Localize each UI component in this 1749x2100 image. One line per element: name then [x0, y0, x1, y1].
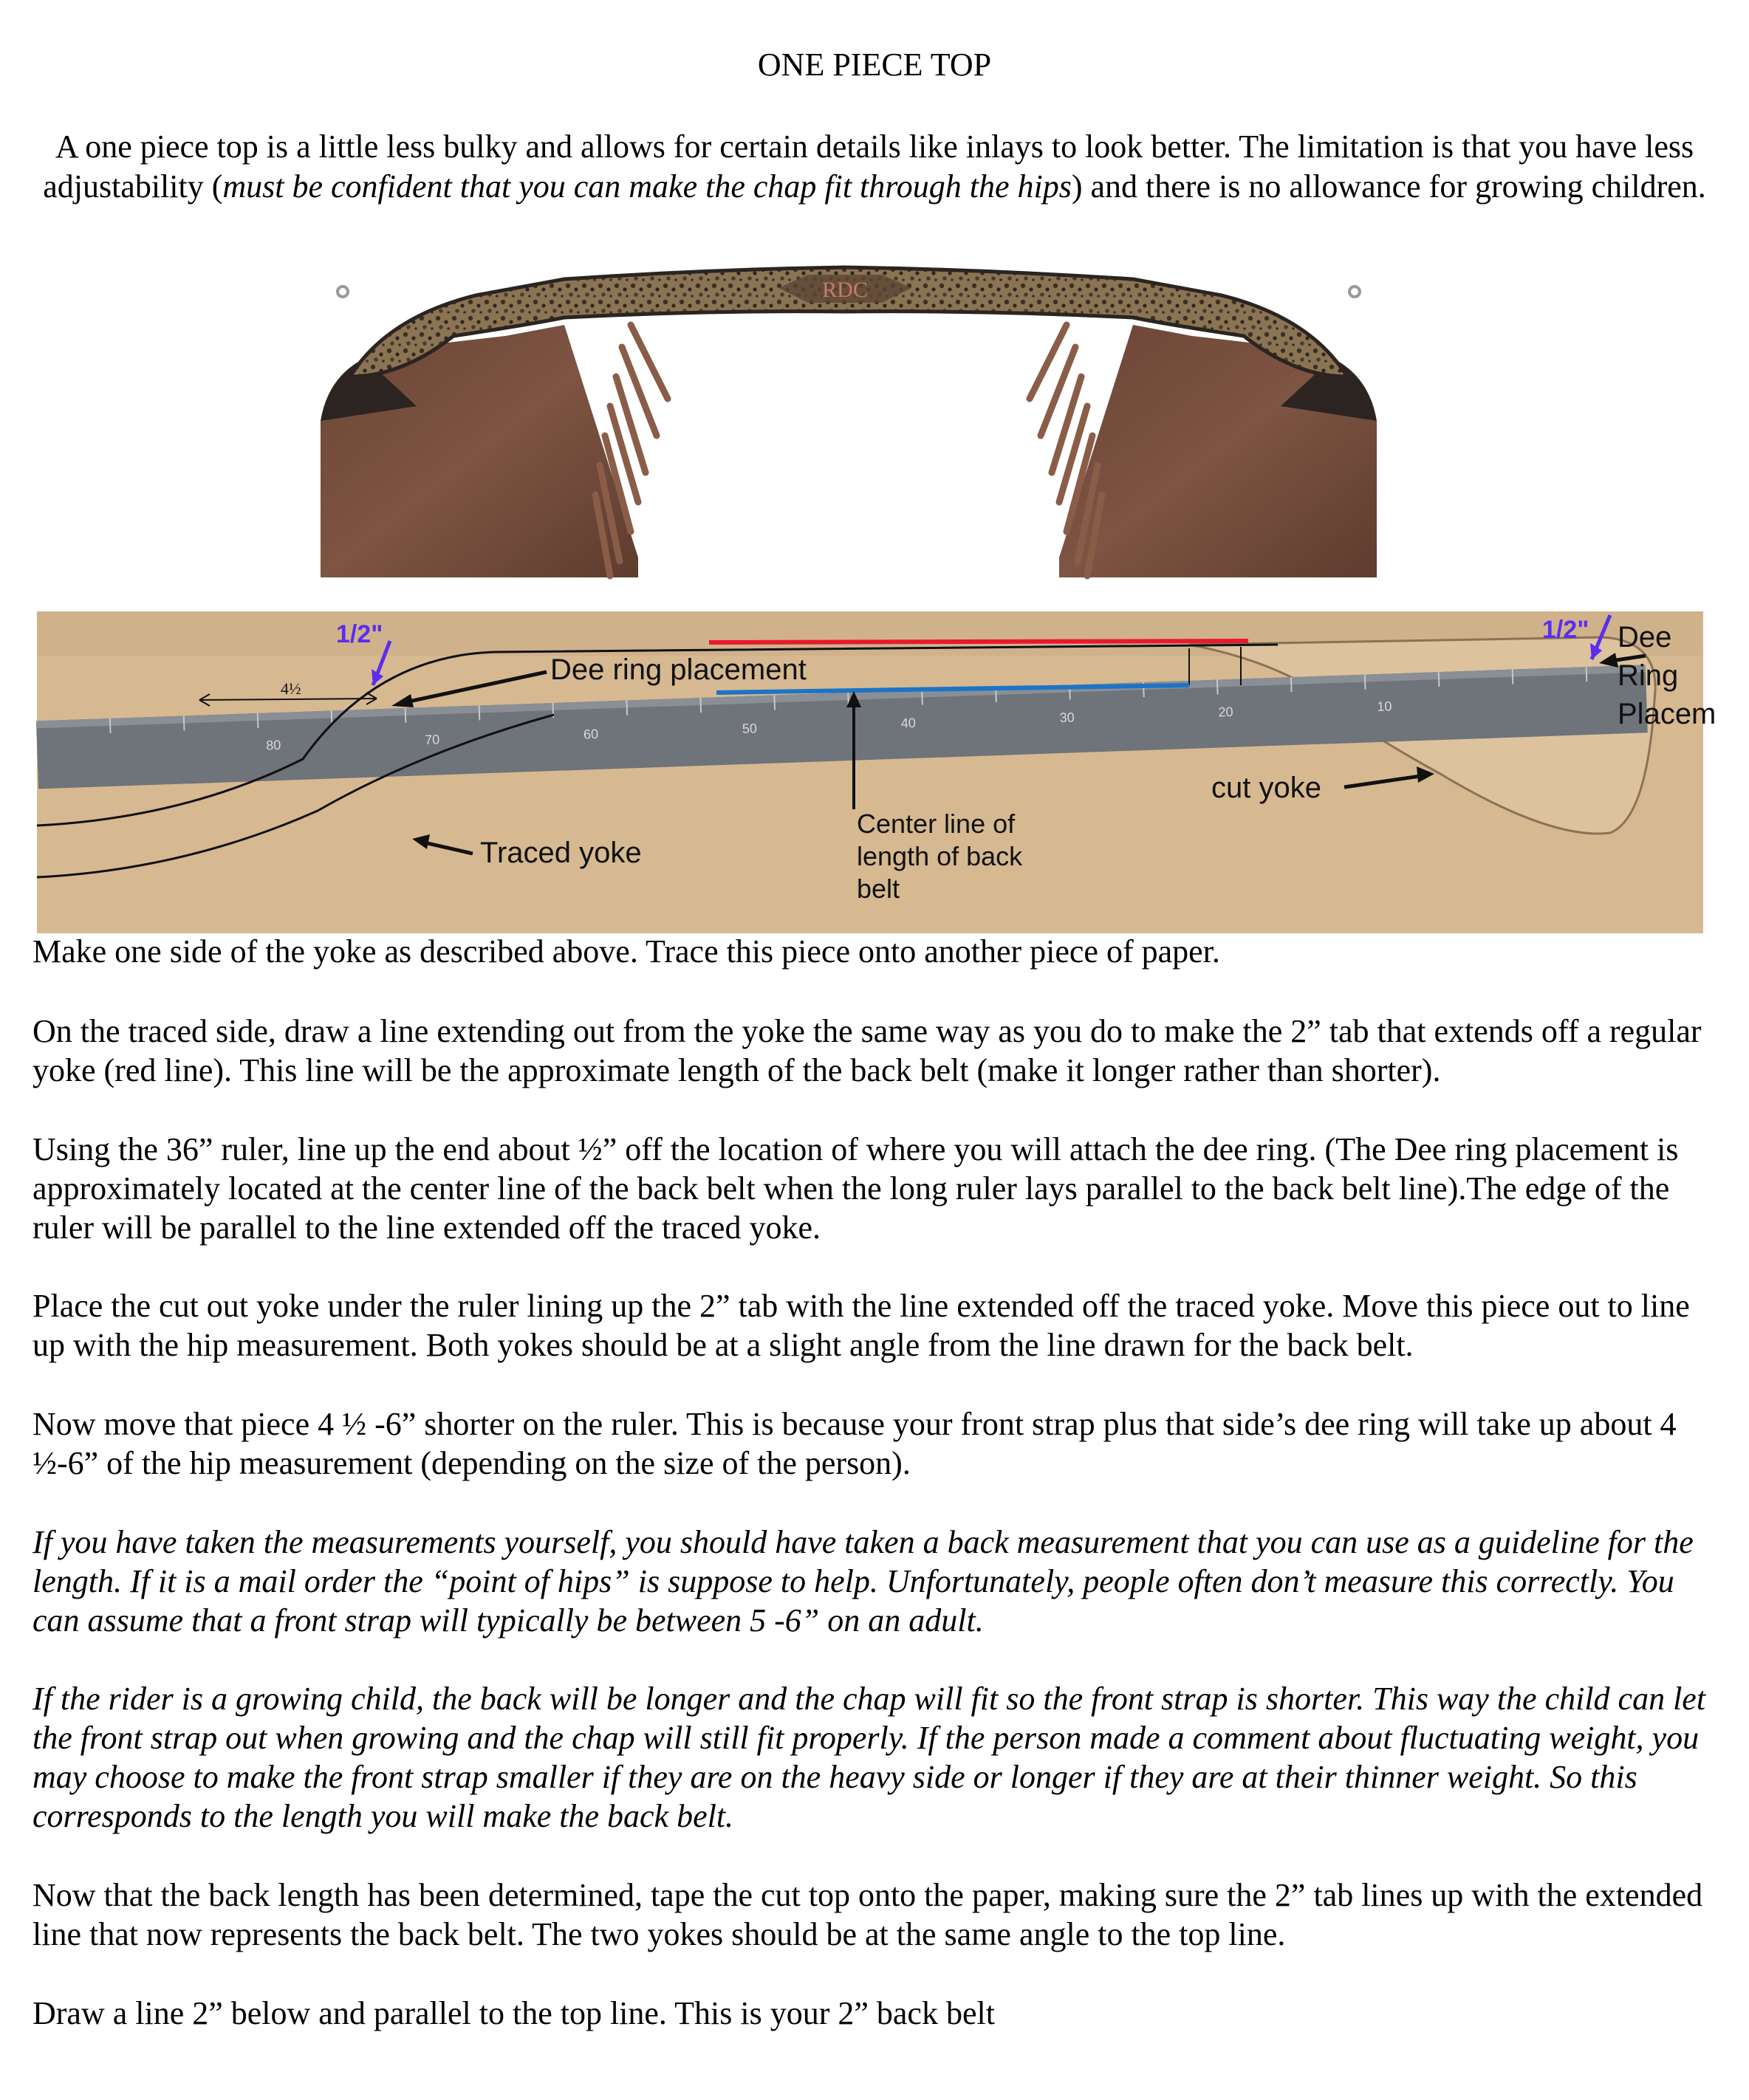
ruler-number: 10	[1377, 699, 1392, 715]
ruler-number: 60	[583, 726, 599, 742]
paragraph-3: Using the 36” ruler, line up the end about ½” off the location of where you will attach the dee ring. (The Dee ring placement is approximately located at the center line of the back belt when the long ruler lays parallel to the back belt line).The edge of the ruler will be parallel to the line extended off the traced yoke.	[32, 1131, 1679, 1246]
half-inch-label-left: 1/2"	[336, 620, 383, 648]
pattern-diagram	[37, 611, 1717, 933]
chap-top-photo	[321, 266, 1377, 577]
paragraph-1: Make one side of the yoke as described above. Trace this piece onto another piece of paper.	[32, 933, 1220, 970]
dee-ring-placement-label: Dee ring placement	[550, 653, 807, 686]
ruler-number: 50	[742, 721, 758, 737]
center-line-label-1: Center line of	[857, 809, 1016, 839]
center-line-label-3: belt	[857, 874, 900, 904]
center-line-label-2: length of back	[857, 841, 1023, 871]
paragraph-4: Place the cut out yoke under the ruler lining up the 2” tab with the line extended off the traced yoke. Move this piece out to line up with the hip measurement. Both yokes should be at a slight angle from the line drawn for the back belt.	[32, 1288, 1690, 1363]
intro-text-2: ) and there is no allowance for growing children.	[1071, 168, 1706, 205]
traced-yoke-label: Traced yoke	[480, 837, 642, 869]
red-back-belt-line	[709, 641, 1248, 642]
dee-ring-right-label-3: Placem	[1618, 698, 1717, 730]
ruler-number: 40	[900, 715, 917, 731]
measure-4-half: 4½	[281, 679, 301, 698]
paragraph-8: Now that the back length has been determined, tape the cut top onto the paper, making sure the 2” tab lines up with the extended line that now represents the back belt. The two yokes should be at the same angle to the top line.	[32, 1877, 1703, 1952]
page-title: ONE PIECE TOP	[757, 47, 992, 83]
monogram-text: RDC	[822, 278, 868, 302]
dee-ring-right-label-1: Dee	[1618, 621, 1672, 653]
paragraph-6: If you have taken the measurements yourself, you should have taken a back measurement that you can use as a guideline for the length. If it is a mail order the “point of hips” is suppose to help. Unfortunately, people often don’t measure this correctly. You can assume that a front strap will typically be between 5 -6” on an adult.	[32, 1524, 1694, 1639]
dee-ring-right-label-2: Ring	[1618, 659, 1679, 692]
half-inch-label-right: 1/2"	[1542, 616, 1589, 644]
dee-ring-right	[1349, 286, 1360, 297]
ruler-number: 30	[1059, 710, 1075, 726]
paragraph-7: If the rider is a growing child, the back will be longer and the chap will fit so the front strap is shorter. This way the child can let the front strap out when growing and the chap will still fit properly. If the person made a comment about fluctuating weight, you may choose to make the front strap smaller if they are on the heavy side or longer if they are at their thinner weight. So this corresponds to the length you will make the back belt.	[32, 1681, 1706, 1834]
cut-yoke-label: cut yoke	[1211, 772, 1321, 804]
dee-ring-left	[338, 286, 348, 297]
paragraph-5: Now move that piece 4 ½ -6” shorter on the ruler. This is because your front strap plus that side’s dee ring will take up about 4 ½-6” of the hip measurement (depending on the size of the person).	[32, 1406, 1677, 1481]
paragraph-9: Draw a line 2” below and parallel to the top line. This is your 2” back belt	[32, 1995, 995, 2031]
paragraph-2: On the traced side, draw a line extending out from the yoke the same way as you do to make the 2” tab that extends off a regular yoke (red line). This line will be the approximate length of the back belt (make it longer rather than shorter).	[32, 1013, 1702, 1088]
intro-italic: must be confident that you can make the chap fit through the hips	[222, 168, 1072, 205]
ruler-number: 20	[1218, 704, 1233, 720]
intro-paragraph	[30, 127, 1719, 207]
ruler-number: 80	[265, 737, 281, 753]
ruler-number: 70	[424, 732, 440, 748]
intro-text-1: A one piece top is a little less bulky and allows for certain details like inlays to look better. The limitation is that you have less adjustability (	[43, 128, 1694, 205]
